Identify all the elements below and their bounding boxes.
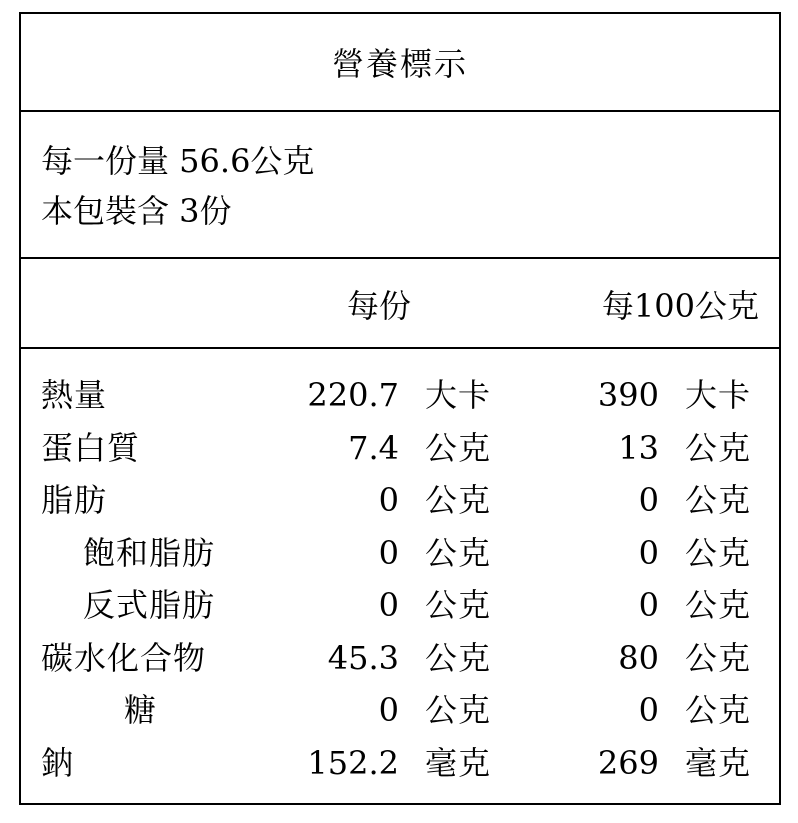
per-100g-unit: 公克	[685, 638, 752, 677]
per-100g-unit: 公克	[685, 586, 752, 624]
per-100g-value: 0	[638, 586, 659, 624]
nutrient-row-energy	[21, 369, 779, 422]
nutrient-name: 反式脂肪	[83, 586, 216, 624]
per-100g-value: 390	[597, 376, 659, 414]
per-100g-unit: 公克	[685, 481, 752, 519]
serving-size: 每一份量 56.6公克	[41, 142, 315, 180]
nutrient-row-trans-fat	[21, 579, 779, 632]
nutrient-row-carbohydrate	[21, 632, 779, 685]
nutrient-row-sodium	[21, 737, 779, 790]
servings-per-package: 本包裝含 3份	[41, 192, 232, 230]
nutrient-name: 碳水化合物	[41, 638, 207, 677]
nutrient-name: 飽和脂肪	[83, 533, 216, 572]
per-100g-value: 269	[597, 743, 659, 782]
per-100g-unit: 毫克	[685, 743, 752, 782]
per-100g-value: 0	[638, 481, 659, 519]
per-serving-value: 0	[378, 533, 399, 572]
nutrient-table	[21, 369, 779, 789]
nutrient-name: 蛋白質	[41, 428, 141, 467]
per-100g-value: 0	[638, 691, 659, 729]
per-100g-value: 0	[638, 533, 659, 572]
nutrient-row-sugar	[21, 684, 779, 737]
label-title: 營養標示	[331, 45, 468, 83]
per-serving-unit: 大卡	[425, 376, 492, 414]
per-serving-value: 152.2	[307, 743, 399, 782]
per-serving-unit: 公克	[425, 481, 492, 519]
per-100g-header: 每100公克	[601, 287, 759, 325]
per-serving-value: 7.4	[348, 428, 399, 467]
per-serving-value: 220.7	[307, 376, 399, 414]
per-100g-unit: 公克	[685, 691, 752, 729]
nutrient-name: 脂肪	[41, 481, 108, 519]
per-100g-value: 13	[618, 428, 659, 467]
per-serving-value: 45.3	[327, 638, 399, 677]
per-100g-unit: 公克	[685, 533, 752, 572]
per-serving-value: 0	[378, 691, 399, 729]
per-serving-header: 每份	[347, 287, 412, 325]
nutrition-facts-label	[19, 12, 781, 805]
nutrient-name: 熱量	[41, 376, 108, 414]
nutrient-name: 鈉	[41, 743, 75, 782]
column-header	[21, 259, 779, 347]
per-serving-unit: 公克	[425, 533, 492, 572]
nutrient-name: 糖	[124, 691, 158, 729]
per-serving-unit: 公克	[425, 586, 492, 624]
per-serving-unit: 公克	[425, 691, 492, 729]
header-divider	[21, 347, 779, 349]
per-serving-unit: 公克	[425, 638, 492, 677]
per-100g-unit: 大卡	[685, 376, 752, 414]
per-serving-value: 0	[378, 586, 399, 624]
per-serving-unit: 毫克	[425, 743, 492, 782]
per-100g-value: 80	[618, 638, 659, 677]
per-serving-unit: 公克	[425, 428, 492, 467]
per-serving-value: 0	[378, 481, 399, 519]
nutrient-row-fat	[21, 474, 779, 527]
per-100g-unit: 公克	[685, 428, 752, 467]
nutrient-row-protein	[21, 422, 779, 475]
nutrient-row-saturated-fat	[21, 527, 779, 580]
serving-info	[21, 112, 779, 257]
